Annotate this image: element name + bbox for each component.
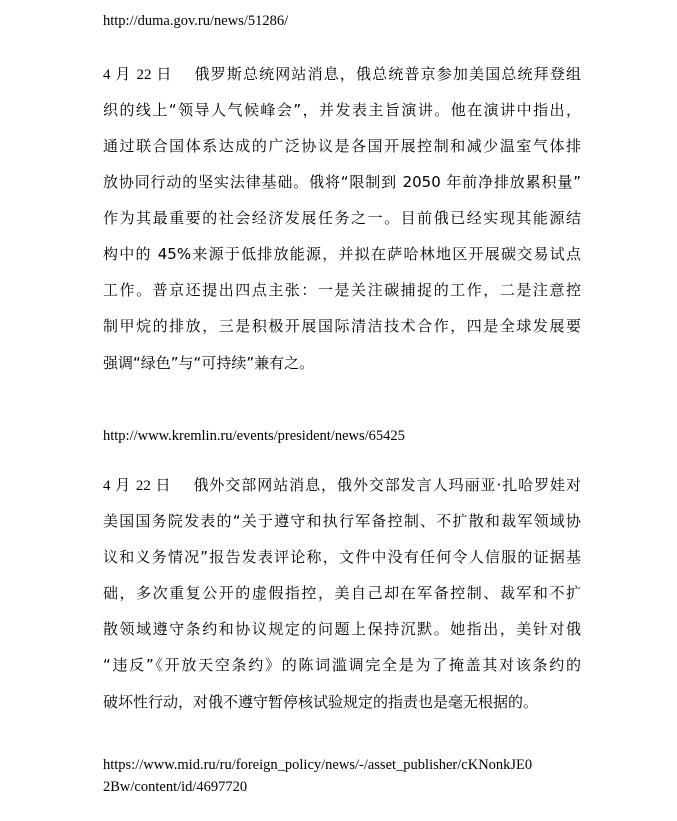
entry-text-line: 美国国务院发表的“关于遵守和执行军备控制、不扩散和裁军领域协 bbox=[103, 512, 581, 530]
source-link-mid-line-2[interactable]: 2Bw/content/id/4697720 bbox=[103, 779, 248, 795]
news-entry-zakharova-arms-control bbox=[103, 467, 581, 719]
source-link-duma[interactable]: http://duma.gov.ru/news/51286/ bbox=[103, 13, 289, 29]
entry-date: 4 月 22 日 bbox=[103, 67, 173, 83]
entry-date: 4 月 22 日 bbox=[103, 478, 172, 494]
entry-text-line: 织的线上“领导人气候峰会”，并发表主旨演讲。他在演讲中指出， bbox=[103, 101, 581, 119]
source-link-mid-line-1[interactable]: https://www.mid.ru/ru/foreign_policy/news/-/asset_publisher/cKNonkJE0 bbox=[103, 757, 533, 773]
entry-text-line: 俄罗斯总统网站消息，俄总统普京参加美国总统拜登组 bbox=[194, 65, 581, 83]
entry-text-line: 通过联合国体系达成的广泛协议是各国开展控制和减少温室气体排 bbox=[103, 137, 581, 155]
entry-text-line: “违反”《开放天空条约》的陈词滥调完全是为了掩盖其对该条约的 bbox=[103, 656, 581, 674]
entry-text-line: 强调“绿色”与“可持续”兼有之。 bbox=[103, 353, 315, 372]
entry-text-line: 议和义务情况”报告发表评论称，文件中没有任何令人信服的证据基 bbox=[103, 548, 581, 566]
entry-text-line: 构中的 45%来源于低排放能源，并拟在萨哈林地区开展碳交易试点 bbox=[103, 245, 581, 263]
entry-text-line: 作为其最重要的社会经济发展任务之一。目前俄已经实现其能源结 bbox=[103, 209, 581, 227]
source-link-kremlin[interactable]: http://www.kremlin.ru/events/president/news/65425 bbox=[103, 428, 405, 444]
entry-text-line: 散领域遵守条约和协议规定的问题上保持沉默。她指出，美针对俄 bbox=[103, 620, 581, 638]
entry-text-line: 放协同行动的坚实法律基础。俄将“限制到 2050 年前净排放累积量” bbox=[103, 173, 581, 191]
entry-text-line: 础，多次重复公开的虚假指控，美自己却在军备控制、裁军和不扩 bbox=[103, 584, 581, 602]
entry-first-line bbox=[103, 467, 581, 503]
entry-first-line bbox=[103, 56, 581, 92]
news-entry-putin-climate bbox=[103, 56, 581, 380]
entry-text-line: 破坏性行动，对俄不遵守暂停核试验规定的指责也是毫无根据的。 bbox=[103, 692, 539, 711]
entry-text-line: 工作。普京还提出四点主张：一是关注碳捕捉的工作，二是注意控 bbox=[103, 281, 581, 299]
entry-text-line: 俄外交部网站消息，俄外交部发言人玛丽亚·扎哈罗娃对 bbox=[193, 476, 581, 494]
entry-text-line: 制甲烷的排放，三是积极开展国际清洁技术合作，四是全球发展要 bbox=[103, 317, 581, 335]
